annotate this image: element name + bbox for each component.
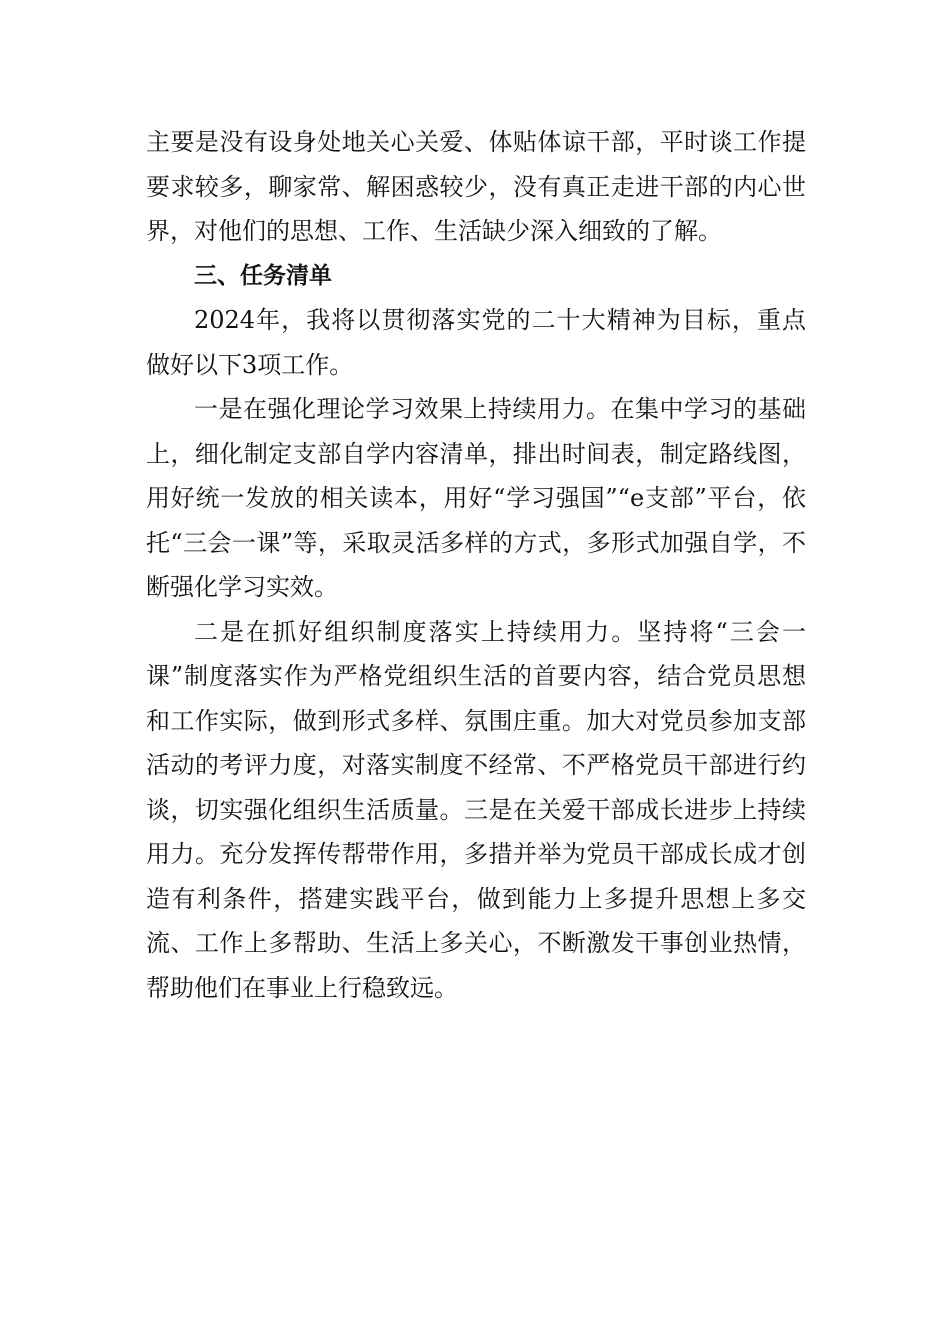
- section-heading: 三、任务清单: [194, 262, 332, 289]
- paragraph-task-two-three: 二是在抓好组织制度落实上持续用力。坚持将“三会一课”制度落实作为严格党组织生活的首要内容，结合党员思想和工作实际，做到形式多样、氛围庄重。加大对党员参加支部活动的考评力度，对落实制度不经常、不严格党员干部进行约谈，切实强化组织生活质量。三是在关爱干部成长进步上持续用力。充分发挥传帮带作用，多措并举为党员干部成长成才创造有利条件，搭建实践平台，做到能力上多提升思想上多交流、工作上多帮助、生活上多关心，不断激发干事创业热情，帮助他们在事业上行稳致远。: [146, 617, 806, 1002]
- document-body: [146, 120, 806, 1010]
- paragraph-intro: 主要是没有设身处地关心关爱、体贴体谅干部，平时谈工作提要求较多，聊家常、解困惑较少，没有真正走进干部的内心世界，对他们的思想、工作、生活缺少深入细致的了解。: [146, 128, 806, 245]
- paragraph-overview: 2024年，我将以贯彻落实党的二十大精神为目标，重点做好以下3项工作。: [146, 306, 806, 379]
- paragraph-task-one: 一是在强化理论学习效果上持续用力。在集中学习的基础上，细化制定支部自学内容清单，排出时间表，制定路线图，用好统一发放的相关读本，用好“学习强国”“e支部”平台，依托“三会一课”等，采取灵活多样的方式，多形式加强自学，不断强化学习实效。: [146, 395, 806, 601]
